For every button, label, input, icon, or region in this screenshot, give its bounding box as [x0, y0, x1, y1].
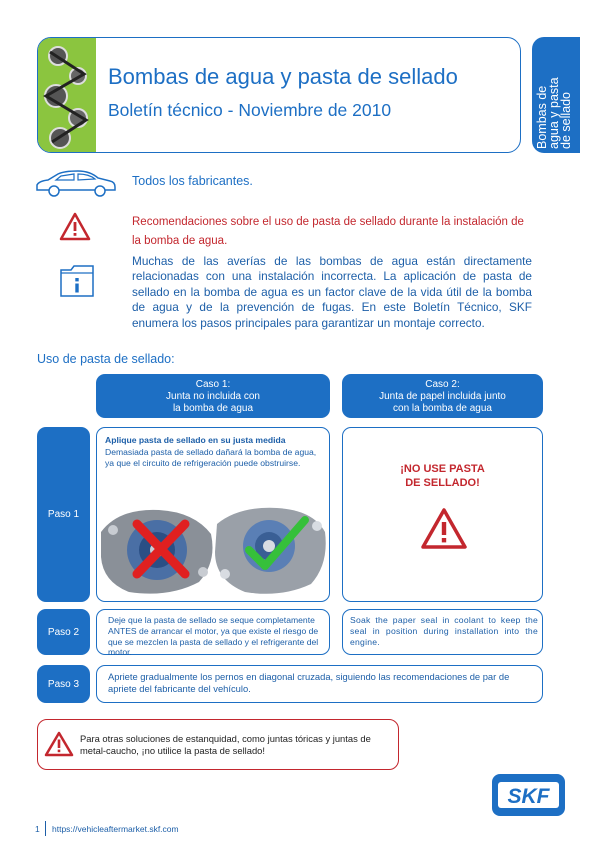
do-not-use-line: ¡NO USE PASTA: [400, 463, 485, 475]
case1-header: [96, 374, 330, 418]
step1-label: Paso 1: [37, 427, 90, 602]
side-tab-line: agua y pasta: [547, 77, 561, 149]
sealing-note: [37, 719, 399, 770]
step2-case2-text: Soak the paper seal in coolant to keep the seal in position during installation into the engine.: [350, 615, 538, 647]
step2-case1-cell: [96, 609, 330, 658]
step2-case1-text: Deje que la pasta de sellado se seque completamente ANTES de arrancar el motor, ya que existe el riesgo de que se mezclen la pasta de sellado y el refrigerante del motor.: [108, 615, 319, 658]
side-tab: [532, 37, 580, 153]
page-subtitle: Boletín técnico - Noviembre de 2010: [108, 100, 392, 120]
warning-triangle-icon: [59, 212, 91, 247]
case1-desc-line: Junta no incluida con: [166, 391, 260, 402]
footer-divider: [45, 821, 46, 836]
skf-logo: [492, 774, 565, 816]
warning-triangle-icon: [44, 731, 74, 763]
step3-label: Paso 3: [37, 665, 90, 703]
bulletin-header: [37, 37, 521, 153]
info-folder-icon: [59, 264, 95, 303]
step3-text: Apriete gradualmente los pernos en diagonal cruzada, siguiendo las recomendaciones de par de apriete del fabricante del vehículo.: [108, 671, 510, 694]
note-text: Para otras soluciones de estanquidad, como juntas tóricas y juntas de metal-caucho, ¡no utilice la pasta de sellado!: [80, 733, 371, 756]
warning-triangle-icon: [421, 508, 467, 555]
page-number: 1: [35, 824, 40, 834]
warning-text: Recomendaciones sobre el uso de pasta de sellado durante la instalación de la bomba de agua.: [132, 216, 524, 247]
case1-label: Caso 1:: [195, 379, 231, 390]
step3-cell: [96, 665, 543, 703]
case2-label: Caso 2:: [425, 379, 460, 390]
step1-case1-text: Demasiada pasta de sellado dañará la bomba de agua, ya que el circuito de refrigeración puede obstruirse.: [105, 447, 317, 468]
side-tab-line: de sellado: [559, 92, 573, 149]
page-title: Bombas de agua y pasta de sellado: [108, 64, 458, 89]
belt-drive-image: [38, 38, 96, 153]
case2-desc-line: con la bomba de agua: [393, 403, 492, 414]
section-title: Uso de pasta de sellado:: [37, 352, 175, 366]
skf-logo-text: SKF: [507, 785, 550, 808]
step2-label: Paso 2: [37, 609, 90, 655]
case2-desc-line: Junta de papel incluida junto: [379, 391, 506, 402]
do-not-use-line: DE SELLADO!: [405, 477, 480, 489]
step1-case2-cell: [342, 427, 543, 602]
description-text: Muchas de las averías de las bombas de agua están directamente relacionadas con una instalación incorrecta. La aplicación de pasta de sellado en la bomba de agua es un factor clave de la vida útil de la bomba de agua y de la prevención de fugas. En este Boletín Técnico, SKF enumera los pasos principales para garantizar un montaje correcto.: [132, 254, 532, 330]
step1-case1-heading: Aplique pasta de sellado en su justa medida: [105, 435, 286, 445]
do-not-use-warning: [343, 462, 542, 490]
car-icon: [34, 170, 118, 203]
case2-header: [342, 374, 543, 418]
footer-url-link[interactable]: https://vehicleaftermarket.skf.com: [52, 824, 179, 834]
water-pump-image: [99, 502, 329, 602]
manufacturers-text: Todos los fabricantes.: [132, 174, 253, 188]
step2-case2-cell: [342, 609, 543, 655]
step1-case1-cell: [96, 427, 330, 602]
case1-desc-line: la bomba de agua: [172, 403, 254, 414]
side-tab-line: Bombas de: [535, 85, 549, 149]
